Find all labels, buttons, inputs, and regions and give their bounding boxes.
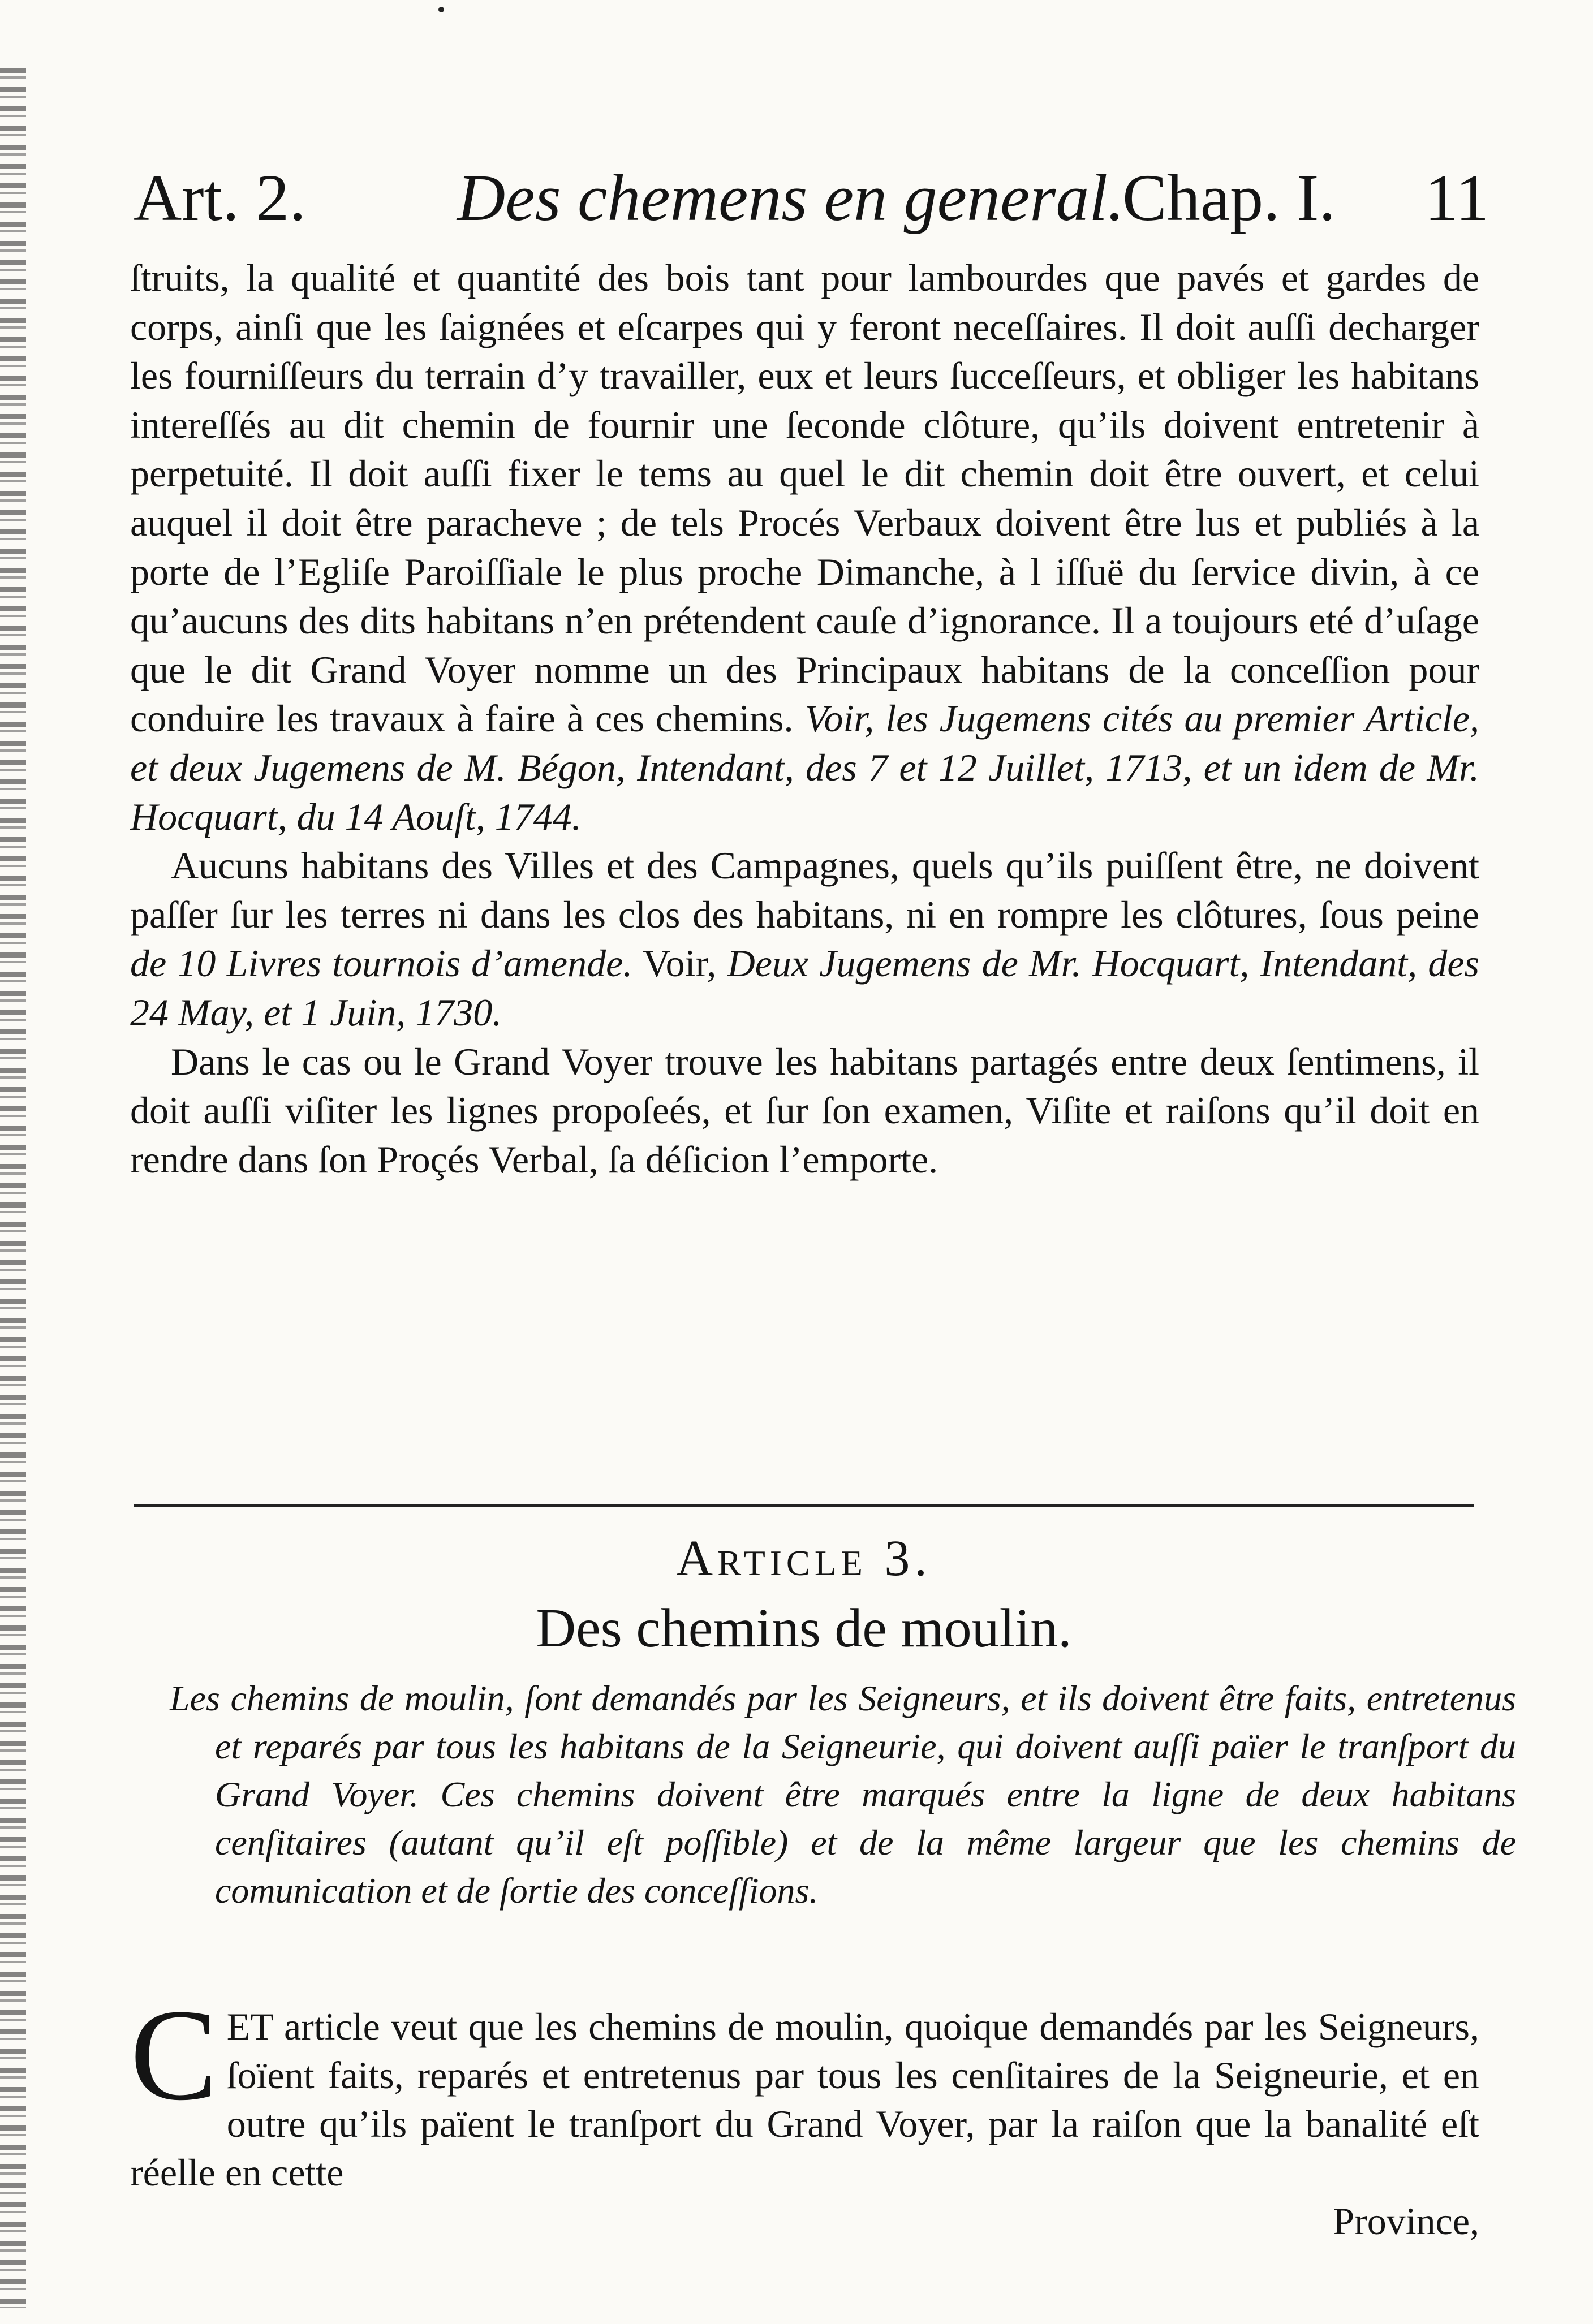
article-body bbox=[130, 1982, 1479, 2245]
running-head-chapter: Chap. I. bbox=[1122, 161, 1336, 235]
paragraph-2-text: Aucuns habitans des Villes et des Campagnes, quels qu’ils puiſſent être, ne doivent paſſer ſur les terres ni dans les clos des habitans, ni en rompre les clôtures, ſous peine bbox=[130, 844, 1479, 936]
body-text-section bbox=[130, 253, 1479, 1184]
section-divider bbox=[134, 1504, 1474, 1507]
paragraph-1-reference: Voir, les Jugemens cités au premier Article, et deux Jugemens de M. Bégon, Intendant, des 7 et 12 Juillet, 1713, et un idem de Mr. Hocquart, du 14 Aouſt, 1744. bbox=[130, 697, 1479, 838]
catchword: Province, bbox=[1333, 2200, 1479, 2243]
paragraph-2-voir: Voir, bbox=[632, 942, 727, 985]
paragraph-2-reference: Deux Jugemens de Mr. Hocquart, Intendant, des 24 May, et 1 Juin, 1730. bbox=[130, 942, 1479, 1034]
ink-dot bbox=[438, 7, 444, 12]
article-title: Des chemins de moulin. bbox=[536, 1598, 1072, 1659]
paragraph-2 bbox=[130, 841, 1479, 1037]
paragraph-1 bbox=[130, 253, 1479, 841]
article-summary: Les chemins de moulin, ſont demandés par les Seigneurs, et ils doivent être faits, entretenus et reparés par tous les habitans de la Seigneurie, qui doivent auſſi païer le tranſport du Grand Voyer. Ces chemins doivent être marqués entre la ligne de deux habitans cenſitaires (autant qu’il eſt poſſible) et de la même largeur que les chemins de comunication et de ſortie des conceſſions. bbox=[170, 1678, 1516, 1911]
running-head-title: Des chemens en general. bbox=[457, 161, 1125, 235]
running-head bbox=[134, 161, 1489, 235]
article-body-text: ET article veut que les chemins de moulin, quoique demandés par les Seigneurs, ſoïent faits, reparés et entretenus par tous les cenſitaires de la Seigneurie, et en outre qu’ils païent le tranſport du Grand Voyer, par la raiſon que la banalité eſt réelle en cette bbox=[130, 2005, 1479, 2194]
paragraph-2-penalty: de 10 Livres tournois d’amende. bbox=[130, 942, 633, 985]
running-head-article: Art. 2. bbox=[134, 161, 306, 235]
paragraph-1-text: ſtruits, la qualité et quantité des bois tant pour lambourdes que pavés et gardes de corps, ainſi que les ſaignées et eſcarpes qui y feront neceſſaires. Il doit auſſi decharger les fourniſſeurs du terrain d’y travailler, eux et leurs ſucceſſeurs, et obliger les habitans intereſſés au dit chemin de fournir une ſeconde clôture, qu’ils doivent entretenir à perpetuité. Il doit auſſi fixer le tems au quel le dit chemin doit être ouvert, et celui auquel il doit être paracheve ; de tels Procés Verbaux doivent être lus et publiés à la porte de l’Egliſe Paroiſſiale le plus proche Dimanche, à l iſſuë du ſervice divin, à ce qu’aucuns des dits habitans n’en prétendent cauſe d’ignorance. Il a toujours eté d’uſage que le dit Grand Voyer nomme un des Principaux habitans de la conceſſion pour conduire les travaux à faire à ces chemins. bbox=[130, 256, 1479, 740]
article-heading bbox=[134, 1527, 1474, 1662]
drop-cap: C bbox=[130, 1982, 218, 2128]
article-label: Article 3. bbox=[676, 1530, 932, 1586]
paragraph-3: Dans le cas ou le Grand Voyer trouve les habitans partagés entre deux ſentimens, il doit auſſi viſiter les lignes propoſeés, et ſur ſon examen, Viſite et raiſons qu’il doit en rendre dans ſon Proçés Verbal, ſa déſicion l’emporte. bbox=[130, 1040, 1479, 1181]
page-binding-edge bbox=[0, 68, 26, 2308]
page-number: 11 bbox=[1424, 161, 1489, 235]
